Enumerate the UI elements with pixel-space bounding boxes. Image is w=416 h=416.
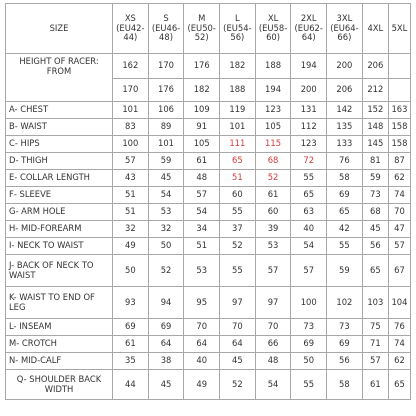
measurement-cell: 131 [291,102,327,119]
measurement-cell: 101 [220,119,256,136]
measurement-cell: 112 [291,119,327,136]
measurement-cell: 58 [327,370,363,400]
height-from-cell: 194 [291,54,327,79]
measurement-cell: 69 [148,319,184,336]
measurement-cell: 69 [327,187,363,204]
measurement-label: B- WAIST [6,119,113,136]
measurement-cell: 73 [291,319,327,336]
measurement-cell: 93 [113,287,149,319]
measurement-cell: 44 [113,370,149,400]
measurement-cell: 105 [255,119,291,136]
measurement-cell: 64 [184,336,220,353]
measurement-cell: 56 [327,353,363,370]
measurement-cell: 45 [148,170,184,187]
measurement-row [6,153,411,170]
measurement-cell: 69 [113,319,149,336]
measurement-cell: 94 [148,287,184,319]
measurement-cell: 42 [327,221,363,238]
measurement-cell: 133 [327,136,363,153]
measurement-cell: 76 [388,319,410,336]
measurement-cell: 50 [291,353,327,370]
measurement-cell: 56 [362,238,388,255]
height-from-cell: 176 [184,54,220,79]
measurement-cell: 97 [255,287,291,319]
measurement-cell: 48 [255,353,291,370]
measurement-cell: 123 [255,102,291,119]
measurement-cell: 91 [184,119,220,136]
measurement-cell: 65 [291,187,327,204]
measurement-cell: 109 [184,102,220,119]
measurement-cell: 70 [388,204,410,221]
measurement-cell: 32 [148,221,184,238]
height-to-cell: 212 [362,79,388,102]
measurement-cell: 73 [327,319,363,336]
size-col-header: S (EU46-48) [148,4,184,54]
measurement-cell: 119 [220,102,256,119]
measurement-cell: 100 [291,287,327,319]
measurement-cell: 68 [255,153,291,170]
height-from-cell: 170 [148,54,184,79]
measurement-cell: 60 [255,204,291,221]
measurement-cell: 62 [388,170,410,187]
measurement-cell: 70 [220,319,256,336]
measurement-cell: 37 [220,221,256,238]
measurement-label: K- WAIST TO END OF LEG [6,287,113,319]
measurement-row [6,102,411,119]
measurement-cell: 103 [362,287,388,319]
measurement-cell: 135 [327,119,363,136]
measurement-cell: 61 [255,187,291,204]
measurement-label: H- MID-FOREARM [6,221,113,238]
measurement-cell: 55 [220,204,256,221]
measurement-row [6,204,411,221]
measurement-cell: 60 [220,187,256,204]
measurement-cell: 111 [220,136,256,153]
measurement-cell: 54 [184,204,220,221]
measurement-cell: 81 [362,153,388,170]
measurement-cell: 115 [255,136,291,153]
measurement-cell: 72 [291,153,327,170]
measurement-row [6,119,411,136]
measurement-cell: 52 [220,370,256,400]
measurement-cell: 57 [255,255,291,287]
measurement-cell: 57 [291,255,327,287]
measurement-cell: 70 [184,319,220,336]
measurement-cell: 148 [362,119,388,136]
measurement-cell: 54 [148,187,184,204]
measurement-cell: 145 [362,136,388,153]
measurement-cell: 32 [113,221,149,238]
height-from-cell: 188 [255,54,291,79]
measurement-cell: 54 [255,370,291,400]
measurement-cell: 52 [220,238,256,255]
measurement-label: E- COLLAR LENGTH [6,170,113,187]
measurement-cell: 61 [113,336,149,353]
measurement-cell: 59 [148,153,184,170]
measurement-cell: 49 [113,238,149,255]
measurement-cell: 40 [291,221,327,238]
size-chart-table [5,3,411,400]
measurement-label: M- CROTCH [6,336,113,353]
measurement-row [6,370,411,400]
height-from-cell: 162 [113,54,149,79]
measurement-cell: 69 [327,336,363,353]
measurement-cell: 53 [148,204,184,221]
measurement-cell: 47 [388,221,410,238]
measurement-cell: 55 [327,238,363,255]
measurement-cell: 50 [148,238,184,255]
measurement-label: N- MID-CALF [6,353,113,370]
height-to-cell: 182 [184,79,220,102]
measurement-cell: 123 [291,136,327,153]
measurement-cell: 106 [148,102,184,119]
size-col-header: 2XL (EU62-64) [291,4,327,54]
measurement-cell: 101 [148,136,184,153]
measurement-cell: 68 [362,204,388,221]
measurement-cell: 49 [184,370,220,400]
measurement-cell: 100 [113,136,149,153]
size-col-header: XL (EU58-60) [255,4,291,54]
measurement-label: J- BACK OF NECK TO WAIST [6,255,113,287]
measurement-cell: 61 [184,153,220,170]
measurement-label: I- NECK TO WAIST [6,238,113,255]
measurement-cell: 158 [388,119,410,136]
measurement-cell: 69 [291,336,327,353]
measurement-cell: 55 [291,370,327,400]
measurement-cell: 104 [388,287,410,319]
measurement-cell: 95 [184,287,220,319]
measurement-cell: 55 [291,170,327,187]
header-row [6,4,411,54]
size-col-header: XS (EU42-44) [113,4,149,54]
measurement-label: C- HIPS [6,136,113,153]
measurement-cell: 74 [388,336,410,353]
measurement-label: A- CHEST [6,102,113,119]
measurement-cell: 70 [255,319,291,336]
measurement-cell: 57 [362,353,388,370]
measurement-cell: 158 [388,136,410,153]
measurement-row [6,187,411,204]
measurement-label: F- SLEEVE [6,187,113,204]
measurement-cell: 65 [362,255,388,287]
measurement-cell: 40 [184,353,220,370]
measurement-label: L- INSEAM [6,319,113,336]
measurement-cell: 64 [148,336,184,353]
measurement-cell: 45 [220,353,256,370]
height-from-cell: 206 [362,54,388,79]
measurement-label: Q- SHOULDER BACK WIDTH [6,370,113,400]
size-col-header: 5XL [388,4,410,54]
measurement-cell: 54 [291,238,327,255]
height-to-cell [388,79,410,102]
measurement-cell: 45 [148,370,184,400]
measurement-cell: 74 [388,187,410,204]
height-from-cell [388,54,410,79]
size-col-header: 4XL [362,4,388,54]
measurement-cell: 163 [388,102,410,119]
measurement-cell: 39 [255,221,291,238]
measurement-cell: 67 [388,255,410,287]
height-from-cell: 200 [327,54,363,79]
measurement-cell: 43 [113,170,149,187]
measurement-row [6,255,411,287]
measurement-cell: 73 [362,187,388,204]
measurement-row [6,238,411,255]
measurement-cell: 57 [113,153,149,170]
measurement-row [6,287,411,319]
measurement-cell: 83 [113,119,149,136]
measurement-label: G- ARM HOLE [6,204,113,221]
measurement-cell: 89 [148,119,184,136]
measurement-cell: 87 [388,153,410,170]
size-col-header: 3XL (EU64-66) [327,4,363,54]
measurement-cell: 62 [388,353,410,370]
size-col-header: M (EU50-52) [184,4,220,54]
measurement-cell: 45 [362,221,388,238]
measurement-cell: 48 [184,170,220,187]
height-to-cell: 188 [220,79,256,102]
measurement-cell: 101 [113,102,149,119]
measurement-cell: 152 [362,102,388,119]
measurement-cell: 51 [184,238,220,255]
measurement-cell: 50 [113,255,149,287]
measurement-cell: 53 [184,255,220,287]
measurement-cell: 34 [184,221,220,238]
measurement-cell: 55 [220,255,256,287]
measurement-cell: 51 [113,204,149,221]
measurement-cell: 142 [327,102,363,119]
measurement-cell: 35 [113,353,149,370]
measurement-cell: 51 [113,187,149,204]
measurement-cell: 59 [327,255,363,287]
measurement-row [6,319,411,336]
measurement-cell: 51 [220,170,256,187]
measurement-cell: 57 [388,238,410,255]
measurement-cell: 64 [220,336,256,353]
measurement-row [6,336,411,353]
measurement-cell: 58 [327,170,363,187]
measurement-cell: 75 [362,319,388,336]
height-to-cell: 194 [255,79,291,102]
measurement-cell: 65 [388,370,410,400]
measurement-cell: 76 [327,153,363,170]
measurement-cell: 97 [220,287,256,319]
measurement-cell: 61 [362,370,388,400]
measurement-cell: 105 [184,136,220,153]
height-to-cell: 170 [113,79,149,102]
measurement-cell: 38 [148,353,184,370]
height-from-cell: 182 [220,54,256,79]
measurement-cell: 102 [327,287,363,319]
size-col-header: L (EU54-56) [220,4,256,54]
measurement-cell: 71 [362,336,388,353]
measurement-cell: 65 [220,153,256,170]
measurement-cell: 57 [184,187,220,204]
measurement-cell: 52 [148,255,184,287]
measurement-row [6,136,411,153]
height-to-cell: 200 [291,79,327,102]
measurement-cell: 59 [362,170,388,187]
measurement-cell: 63 [291,204,327,221]
measurement-row [6,221,411,238]
size-header: SIZE [6,4,113,54]
measurement-row [6,170,411,187]
measurement-label: D- THIGH [6,153,113,170]
measurement-cell: 66 [255,336,291,353]
height-label: HEIGHT OF RACER: FROM [6,54,113,102]
height-to-cell: 176 [148,79,184,102]
height-from-row [6,54,411,79]
height-to-cell: 206 [327,79,363,102]
measurement-row [6,353,411,370]
measurement-cell: 65 [327,204,363,221]
measurement-cell: 53 [255,238,291,255]
measurement-cell: 52 [255,170,291,187]
